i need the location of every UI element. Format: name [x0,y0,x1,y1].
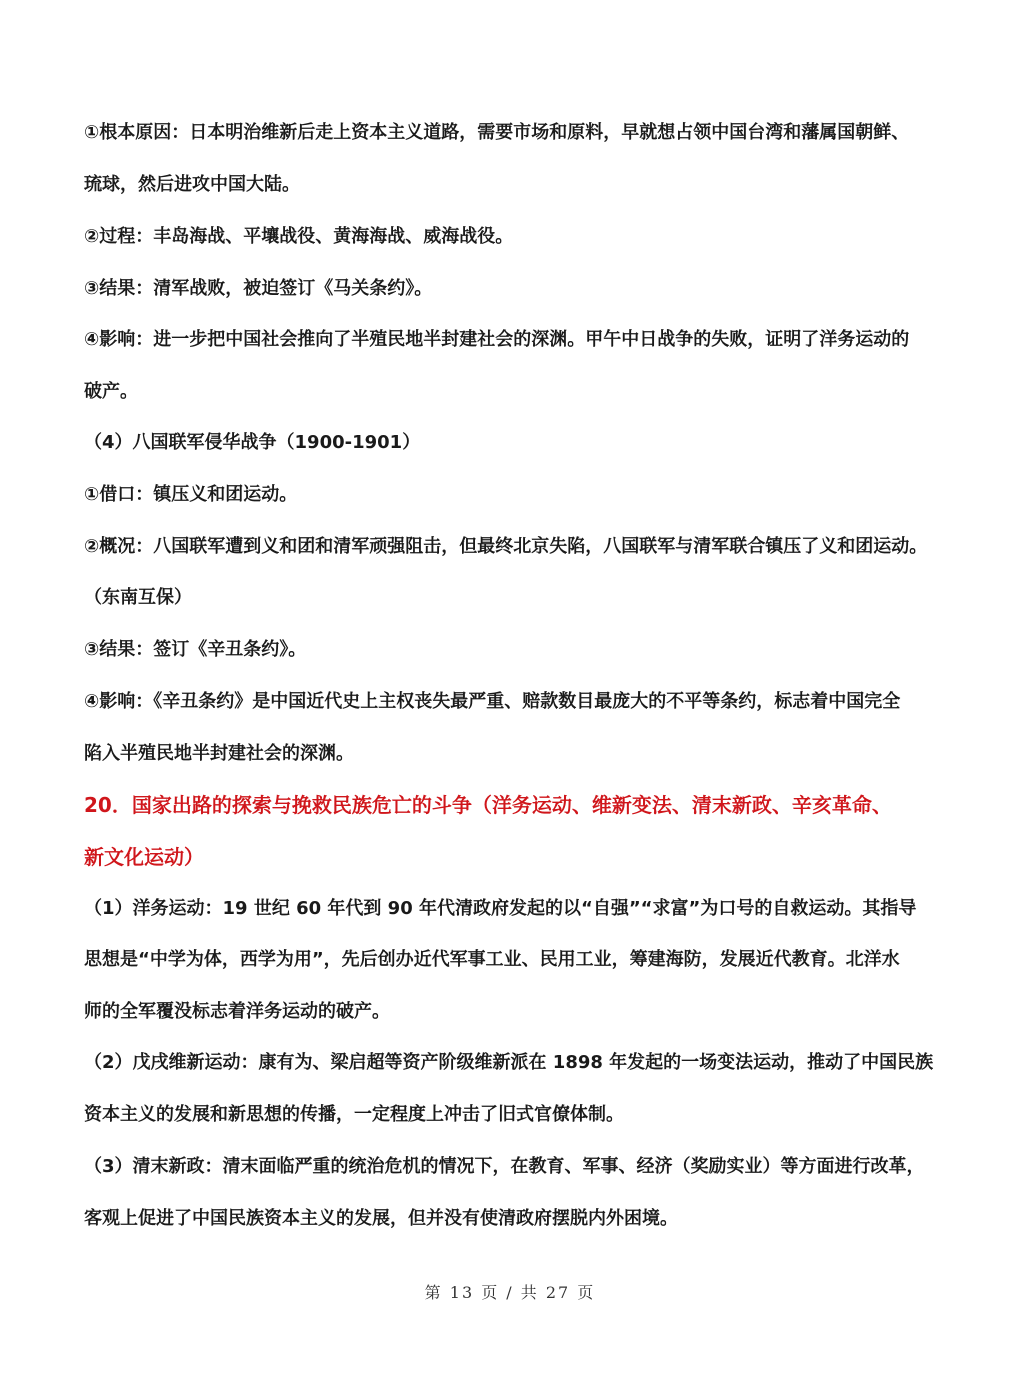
text-line: ④影响：《辛丑条约》是中国近代史上主权丧失最严重、赔款数目最庞大的不平等条约，标志着中国完全 [84,691,901,712]
page-footer: 第 13 页 / 共 27 页 [424,1283,596,1302]
text-line: ②过程：丰岛海战、平壤战役、黄海海战、威海战役。 [84,226,514,247]
text-line: 思想是“中学为体，西学为用”，先后创办近代军事工业、民用工业，筹建海防，发展近代教育。北洋水 [84,949,900,970]
text-line: 陷入半殖民地半封建社会的深渊。 [84,743,354,764]
section-heading: 20．国家出路的探索与挽救民族危亡的斗争（洋务运动、维新变法、清末新政、辛亥革命、 [84,793,892,817]
text-line: （东南互保） [84,587,192,608]
text-line: （3）清末新政：清末面临严重的统治危机的情况下，在教育、军事、经济（奖励实业）等方面进行改革， [84,1156,925,1177]
text-line: ①根本原因：日本明治维新后走上资本主义道路，需要市场和原料，早就想占领中国台湾和藩属国朝鲜、 [84,122,910,143]
section-heading: 新文化运动） [84,845,204,869]
text-line: （1）洋务运动：19 世纪 60 年代到 90 年代清政府发起的以“自强”“求富”为口号的自救运动。其指导 [84,898,917,919]
text-line: 师的全军覆没标志着洋务运动的破产。 [84,1001,390,1022]
text-line: 破产。 [84,381,138,402]
text-line: ②概况：八国联军遭到义和团和清军顽强阻击，但最终北京失陷，八国联军与清军联合镇压了义和团运动。 [84,536,928,557]
section-subheading: （4）八国联军侵华战争（1900-1901） [84,432,421,453]
text-line: ④影响：进一步把中国社会推向了半殖民地半封建社会的深渊。甲午中日战争的失败，证明了洋务运动的 [84,329,910,350]
text-line: ③结果：清军战败，被迫签订《马关条约》。 [84,278,433,299]
text-line: （2）戊戌维新运动：康有为、梁启超等资产阶级维新派在 1898 年发起的一场变法运动，推动了中国民族 [84,1052,934,1073]
text-line: ③结果：签订《辛丑条约》。 [84,639,307,660]
text-line: ①借口：镇压义和团运动。 [84,484,298,505]
text-line: 琉球，然后进攻中国大陆。 [84,174,300,195]
text-line: 资本主义的发展和新思想的传播，一定程度上冲击了旧式官僚体制。 [84,1104,624,1125]
text-line: 客观上促进了中国民族资本主义的发展，但并没有使清政府摆脱内外困境。 [84,1208,678,1229]
